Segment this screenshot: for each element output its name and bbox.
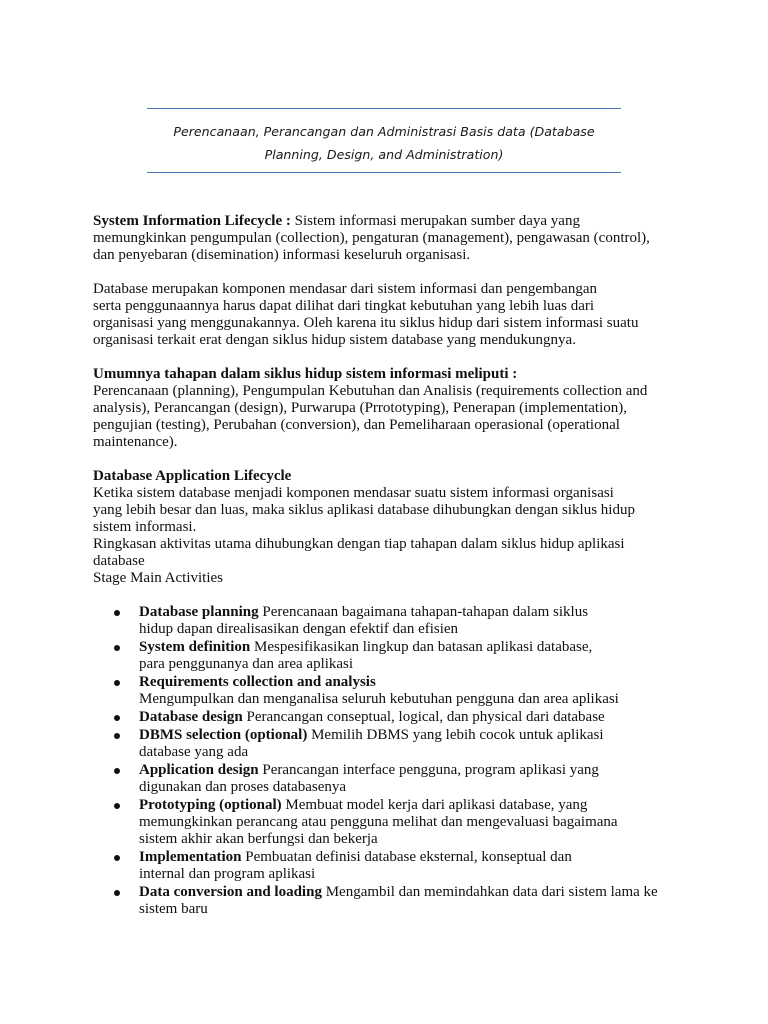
intro-text: memungkinkan pengumpulan (collection), pengaturan (management), pengawasan (control), [93, 230, 650, 246]
document-title [147, 120, 621, 166]
stage-desc: sistem akhir akan berfungsi dan bekerja [139, 831, 378, 847]
document-body [93, 213, 683, 919]
stage-name: Implementation [139, 849, 242, 865]
bullet-icon [114, 890, 120, 896]
stage-desc: database yang ada [139, 744, 249, 760]
stage-name: Database design [139, 709, 243, 725]
stage-desc: Perancangan conseptual, logical, dan physical dari database [242, 709, 605, 725]
list-item [93, 709, 683, 726]
paragraph-line: organisasi yang menggunakannya. Oleh karena itu siklus hidup dari sistem informasi suatu [93, 315, 639, 331]
stage-name: Database planning [139, 604, 259, 620]
stage-desc: digunakan dan proses databasenya [139, 779, 347, 795]
paragraph-line: Ringkasan aktivitas utama dihubungkan dengan tiap tahapan dalam siklus hidup aplikasi [93, 536, 625, 552]
title-line-2: Planning, Design, and Administration) [264, 147, 504, 162]
intro-heading: System Information Lifecycle : [93, 213, 291, 229]
intro-paragraph [93, 213, 683, 264]
stage-desc: Perancangan interface pengguna, program aplikasi yang [258, 762, 599, 778]
dal-paragraph [93, 468, 683, 587]
paragraph-line: yang lebih besar dan luas, maka siklus aplikasi database dihubungkan dengan siklus hidup [93, 502, 635, 518]
stage-desc: hidup dapan direalisasikan dengan efektif dan efisien [139, 621, 459, 637]
paragraph-line: sistem informasi. [93, 519, 197, 535]
paragraph-line: maintenance). [93, 434, 178, 450]
paragraph-line: Ketika sistem database menjadi komponen mendasar suatu sistem informasi organisasi [93, 485, 614, 501]
list-item [93, 674, 683, 708]
stage-desc: Perencanaan bagaimana tahapan-tahapan dalam siklus [258, 604, 589, 620]
stages-list [93, 604, 683, 918]
bullet-icon [114, 645, 120, 651]
paragraph-line: serta penggunaannya harus dapat dilihat dari tingkat kebutuhan yang lebih luas dari [93, 298, 595, 314]
paragraph-line: Database merupakan komponen mendasar dari sistem informasi dan pengembangan [93, 281, 598, 297]
stage-desc: Membuat model kerja dari aplikasi database, yang [281, 797, 588, 813]
stage-name: Application design [139, 762, 259, 778]
stage-desc: memungkinkan perancang atau pengguna melihat dan mengevaluasi bagaimana [139, 814, 618, 830]
list-item [93, 797, 683, 848]
bullet-icon [114, 610, 120, 616]
header-rule-top [147, 108, 621, 109]
bullet-icon [114, 855, 120, 861]
bullet-icon [114, 803, 120, 809]
intro-text: Sistem informasi merupakan sumber daya yang [294, 213, 580, 229]
list-item [93, 727, 683, 761]
list-item [93, 849, 683, 883]
bullet-icon [114, 768, 120, 774]
stage-desc: Memilih DBMS yang lebih cocok untuk aplikasi [307, 727, 604, 743]
database-paragraph [93, 281, 683, 349]
stage-name: Requirements collection and analysis [139, 674, 376, 690]
stage-name: Prototyping (optional) [139, 797, 282, 813]
dal-heading: Database Application Lifecycle [93, 468, 292, 484]
stage-desc: para penggunanya dan area aplikasi [139, 656, 354, 672]
title-line-1: Perencanaan, Perancangan dan Administrasi Basis data (Database [173, 124, 595, 139]
paragraph-line: pengujian (testing), Perubahan (conversion), dan Pemeliharaan operasional (operational [93, 417, 620, 433]
bullet-icon [114, 680, 120, 686]
bullet-icon [114, 733, 120, 739]
paragraph-line: Stage Main Activities [93, 570, 223, 586]
paragraph-line: database [93, 553, 145, 569]
stage-desc: Mengumpulkan dan menganalisa seluruh kebutuhan pengguna dan area aplikasi [139, 691, 619, 707]
list-item [93, 762, 683, 796]
paragraph-line: Perencanaan (planning), Pengumpulan Kebutuhan dan Analisis (requirements collection and [93, 383, 648, 399]
header-rule-bottom [147, 172, 621, 173]
stages-summary-heading: Umumnya tahapan dalam siklus hidup sistem informasi meliputi : [93, 366, 518, 382]
stage-desc: Mespesifikasikan lingkup dan batasan aplikasi database, [250, 639, 593, 655]
stage-desc: sistem baru [139, 901, 208, 917]
list-item [93, 604, 683, 638]
stage-desc: Mengambil dan memindahkan data dari sistem lama ke [321, 884, 658, 900]
list-item [93, 884, 683, 918]
stage-desc: internal dan program aplikasi [139, 866, 316, 882]
list-item [93, 639, 683, 673]
stage-name: System definition [139, 639, 251, 655]
stages-summary-paragraph [93, 366, 683, 451]
stage-desc: Pembuatan definisi database eksternal, konseptual dan [241, 849, 572, 865]
bullet-icon [114, 715, 120, 721]
paragraph-line: organisasi terkait erat dengan siklus hidup sistem database yang mendukungnya. [93, 332, 576, 348]
stage-name: Data conversion and loading [139, 884, 322, 900]
stage-name: DBMS selection (optional) [139, 727, 308, 743]
intro-text: dan penyebaran (disemination) informasi keseluruh organisasi. [93, 247, 471, 263]
paragraph-line: analysis), Perancangan (design), Purwarupa (Prrototyping), Penerapan (implementation), [93, 400, 628, 416]
